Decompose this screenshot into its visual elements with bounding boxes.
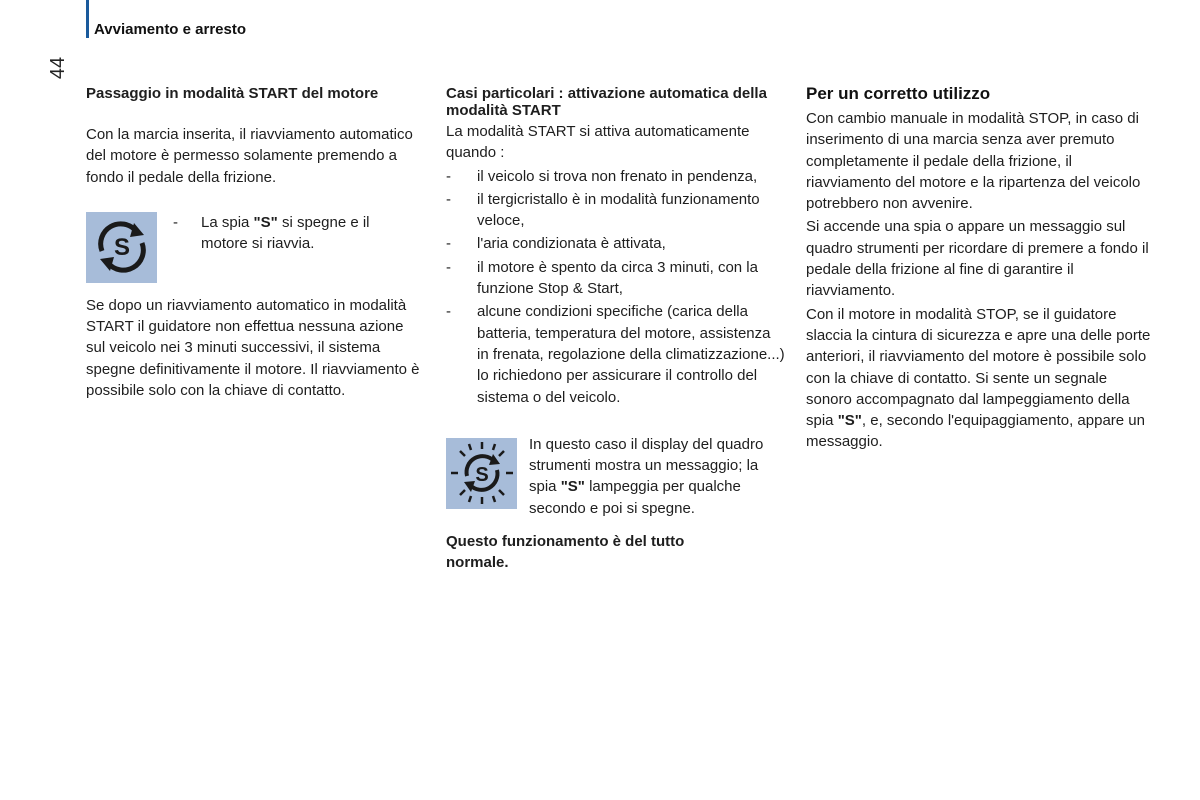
intro-paragraph: La modalità START si attiva automaticamente quando :: [446, 123, 750, 162]
header-accent-bar: [86, 0, 89, 38]
heading-start-mode: Passaggio in modalità START del motore: [86, 85, 379, 102]
heading-correct-usage: Per un corretto utilizzo: [806, 84, 991, 103]
warning-light-item: [173, 212, 413, 255]
usage-paragraph-2: Si accende una spia o appare un messaggio sul quadro strumenti per ricordare di premere a fondo il pedale della frizione al fine di garantire il riavviamento.: [806, 218, 1149, 300]
usage-paragraph-3: Con il motore in modalità STOP, se il guidatore slaccia la cintura di sicurezza e apre una delle porte anteriori, il riavviamento del motore è possibile solo con la chiave di contatto. Si sente un segnale sonoro accompagnato dal lampeggiamento della spia "S", e, secondo l'equipaggiamento, appare un messaggio.: [806, 305, 1151, 451]
usage-paragraph-1: Con cambio manuale in modalità STOP, in caso di inserimento di una marcia senza aver premuto completamente il pedale della frizione, il riavviamento del motore e la ripartenza del veicolo potrebbero non avvenire.: [806, 110, 1141, 213]
heading-special-cases: Casi particolari : attivazione automatica della modalità START: [446, 85, 767, 119]
column-start-mode: [86, 82, 426, 401]
list-item: - alcune condizioni specifiche (carica della batteria, temperatura del motore, assistenza in frenata, regolazione della climatizzazione...) lo richiedono per assicurare il controllo del sistema o del veicolo.: [446, 301, 786, 407]
page-number: 44: [47, 56, 69, 80]
warning-light-row: [86, 212, 426, 283]
stop-start-s-icon: [86, 212, 157, 283]
flashing-light-row: [446, 435, 786, 519]
svg-text:S: S: [474, 464, 489, 487]
intro-paragraph: Con la marcia inserita, il riavviamento automatico del motore è permesso solamente premendo a fondo il pedale della frizione.: [86, 126, 413, 186]
svg-text:S: S: [113, 234, 130, 262]
column-special-cases: [446, 82, 786, 574]
list-item: - l'aria condizionata è attivata,: [446, 233, 786, 254]
list-item: - il veicolo si trova non frenato in pendenza,: [446, 166, 786, 187]
column-correct-usage: [806, 82, 1151, 453]
auto-stop-paragraph: Se dopo un riavviamento automatico in modalità START il guidatore non effettua nessuna azione sul veicolo nei 3 minuti successivi, il sistema spegne definitivamente il motore. Il riavviamento è possibile solo con la chiave di contatto.: [86, 296, 420, 400]
closing-note: Questo funzionamento è del tutto normale.: [446, 533, 685, 572]
dash-bullet: -: [173, 213, 178, 231]
section-title: Avviamento e arresto: [94, 21, 247, 38]
warning-light-text: La spia "S" si spegne e il motore si riavvia.: [201, 213, 370, 253]
conditions-list: [446, 166, 786, 408]
flashing-light-note: In questo caso il display del quadro strumenti mostra un messaggio; la spia "S" lampeggia per qualche secondo e poi si spegne.: [529, 435, 764, 517]
list-item: - il motore è spento da circa 3 minuti, con la funzione Stop & Start,: [446, 257, 786, 300]
stop-start-s-flashing-icon: [446, 438, 517, 509]
list-item: - il tergicristallo è in modalità funzionamento veloce,: [446, 189, 786, 232]
